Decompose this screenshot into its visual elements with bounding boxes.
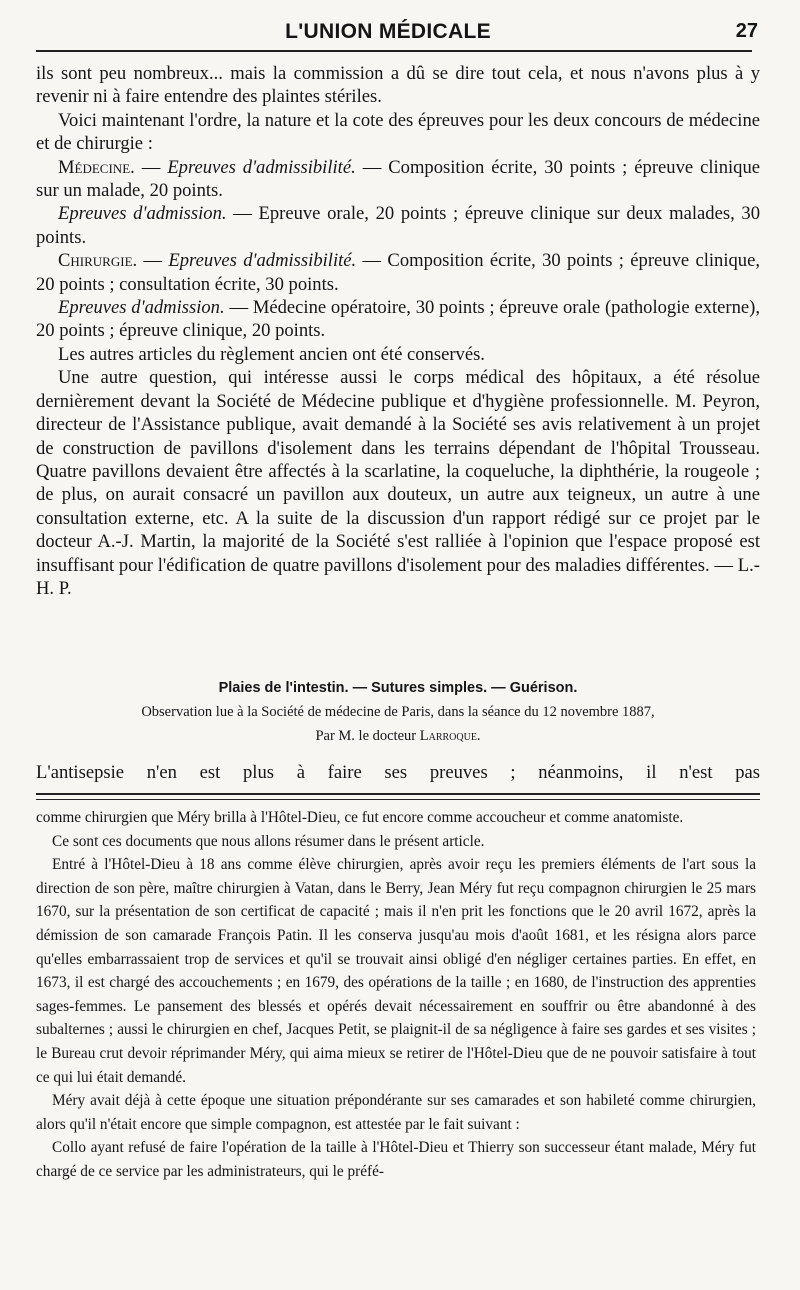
dash: — [134, 156, 168, 178]
running-title: L'UNION MÉDICALE [285, 20, 491, 43]
paragraph-documents: Ce sont ces documents que nous allons résumer dans le présent article. [52, 832, 485, 850]
text-medecine-admission: — Epreuve orale, 20 points ; épreuve clinique sur deux malades, 30 points. [36, 203, 760, 248]
header-rule [36, 50, 752, 52]
text-chirurgie-admissibilite: — Composition écrite, 30 points ; épreuve clinique, 20 points ; consultation écrite, 30 points. [36, 250, 760, 295]
paragraph-continuation: ils sont peu nombreux... mais la commission a dû se dire tout cela, et nous n'avons plus à y revenir ni à faire entendre des plaintes stériles. [36, 63, 760, 108]
article-lead-line: L'antisepsie n'en est plus à faire ses preuves ; néanmoins, il n'est pas [36, 762, 760, 783]
section-label-chirurgie: Chirurgie. [58, 250, 138, 272]
lower-column [36, 806, 756, 1184]
italic-epreuves-admission: Epreuves d'admission. [58, 203, 227, 225]
author-prefix: Par M. le docteur [315, 728, 420, 744]
paragraph-chirurgie-admissibilite [36, 249, 760, 296]
italic-epreuves-admissibilite-chir: Epreuves d'admissibilité. [168, 250, 357, 272]
paragraph-order-of-exams: Voici maintenant l'ordre, la nature et la cote des épreuves pour les deux concours de médecine et de chirurgie : [36, 109, 760, 155]
italic-epreuves-admissibilite: Epreuves d'admissibilité. [167, 156, 356, 178]
italic-epreuves-admission-chir: Epreuves d'admission. [58, 297, 225, 319]
running-head [38, 14, 758, 48]
article-title: Plaies de l'intestin. — Sutures simples. — Guérison. [218, 680, 578, 696]
double-rule-divider [36, 793, 760, 800]
paragraph-chirurgie-admission [36, 296, 760, 343]
author-line [36, 726, 760, 746]
paragraph-collo: Collo ayant refusé de faire l'opération de la taille à l'Hôtel-Dieu et Thierry son successeur étant malade, Méry fut chargé de ce service par les administrateurs, qui le préfé- [36, 1139, 756, 1180]
upper-column [36, 62, 760, 600]
paragraph-pavillons: Une autre question, qui intéresse aussi le corps médical des hôpitaux, a été résolue dernièrement devant la Société de Médecine publique et d'hygiène professionnelle. M. Peyron, directeur de l'Assistance publique, avait demandé à la Société ses avis relativement à un projet de construction de pavillons d'isolement dans les terrains dépendant de l'hôpital Trousseau. Quatre pavillons devaient être affectés à la scarlatine, la coqueluche, la diphthérie, la rougeole ; de plus, on aurait consacré un pavillon aux douteux, un autre aux teigneux, un autre à une consultation externe, etc. A la suite de la discussion d'un rapport rédigé sur ce projet par le docteur A.-J. Martin, la majorité de la Société s'est ralliée à l'opinion que l'espace proposé est insuffisant pour l'édification de quatre pavillons d'isolement pour des maladies différentes. — L.-H. P. [36, 367, 760, 599]
text-medecine-admissibilite: — Composition écrite, 30 points ; épreuve clinique sur un malade, 20 points. [36, 156, 761, 202]
paragraph-entree-hotel-dieu: Entré à l'Hôtel-Dieu à 18 ans comme élève chirurgien, après avoir reçu les premiers éléments de l'art sous la direction de son père, maître chirurgien à Vatan, dans le Berry, Jean Méry fut reçu compagnon chirurgien le 25 mars 1670, sur la présentation de son certificat de capacité ; mais il n'en prit les fonctions que le 20 avril 1672, après la démission de son camarade François Patin. Il les conserva jusqu'au mois d'août 1681, et les résigna alors parce qu'elles embarrassaient trop de services et qu'il se trouvait ainsi obligé d'en négliger certaines parties. En effet, en 1673, il est chargé des accouchements ; en 1679, des opérations de la taille ; en 1680, de l'instruction des apprenties sages-femmes. Le pansement des blessés et opérés devait nécessairement en souffrir ou être abandonné à des subalternes ; aussi le chirurgien en chef, Jacques Petit, se plaignit-il de sa négligence à faire ses gardes et ses visites ; le Bureau crut devoir réprimander Méry, qui aima mieux se retirer de l'Hôtel-Dieu que de ne pouvoir satisfaire à tout ce qui lui était demandé. [36, 856, 756, 1086]
paragraph-reglement: Les autres articles du règlement ancien ont été conservés. [58, 343, 485, 365]
dash: — [137, 250, 169, 272]
author-name: Larroque. [419, 728, 481, 744]
paragraph-mery-continuation: comme chirurgien que Méry brilla à l'Hôtel-Dieu, ce fut encore comme accoucheur et comme anatomiste. [36, 809, 684, 826]
observation-line: Observation lue à la Société de médecine de Paris, dans la séance du 12 novembre 1887, [141, 704, 655, 720]
paragraph-situation: Méry avait déjà à cette époque une situation prépondérante sur ses camarades et son habileté comme chirurgien, alors qu'il n'était encore que simple compagnon, est attestée par le fait suivant : [36, 1092, 756, 1133]
paragraph-medecine-admissibilite [36, 156, 760, 203]
article-heading [36, 678, 760, 746]
page-number: 27 [735, 20, 758, 42]
section-label-medecine: Médecine. [58, 156, 135, 178]
text-chirurgie-admission: — Médecine opératoire, 30 points ; épreuve orale (pathologie externe), 20 points ; épreuve clinique, 20 points. [36, 297, 760, 342]
paragraph-medecine-admission [36, 202, 760, 249]
